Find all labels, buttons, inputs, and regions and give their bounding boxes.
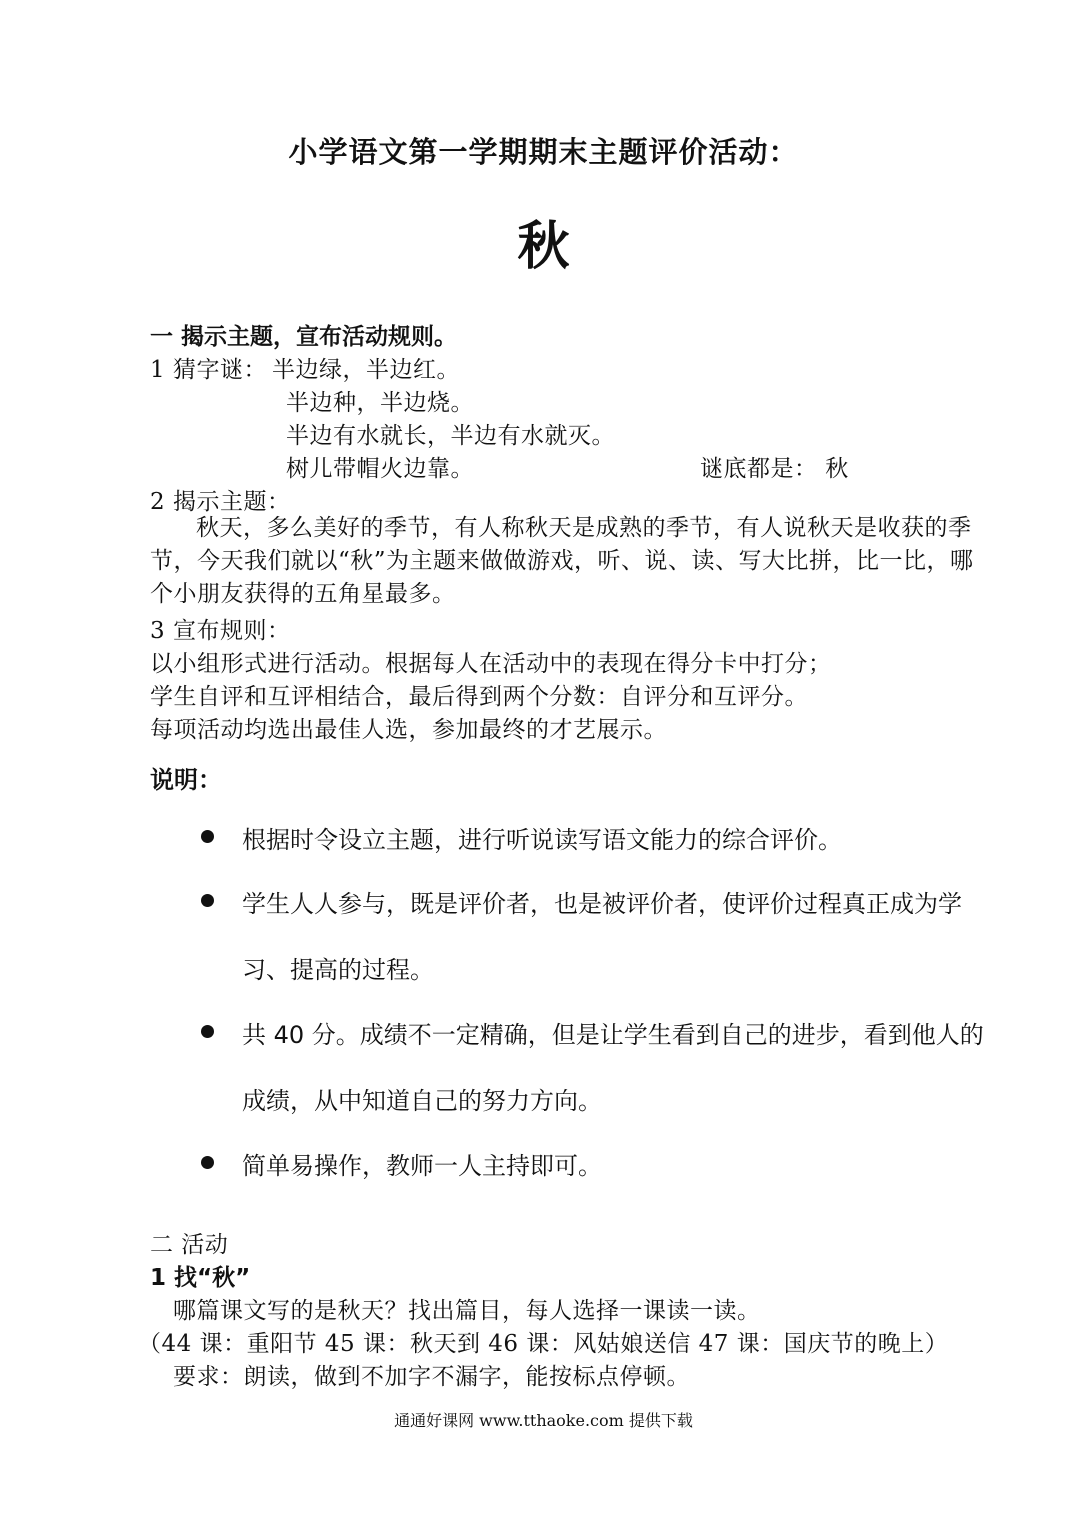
bullet-icon: [201, 1156, 214, 1169]
note-2-line-2: 习、提高的过程。: [242, 956, 434, 984]
riddle-answer: 谜底都是： 秋: [700, 456, 849, 482]
document-title: 小学语文第一学期期末主题评价活动：: [288, 135, 799, 169]
activity1-requirement: 要求：朗读，做到不加字不漏字，能按标点停顿。: [173, 1364, 690, 1390]
section2-heading: 二 活动: [150, 1232, 229, 1258]
riddle-label: 1 猜字谜：: [150, 357, 267, 383]
note-3-line-2: 成绩，从中知道自己的努力方向。: [242, 1087, 602, 1115]
note-3-line-1: 共 40 分。成绩不一定精确，但是让学生看到自己的进步，看到他人的: [242, 1021, 984, 1049]
riddle-line-4: 树儿带帽火边靠。: [286, 456, 474, 482]
bullet-icon: [201, 830, 214, 843]
section1-heading: 一 揭示主题，宣布活动规则。: [150, 324, 458, 350]
bullet-icon: [201, 1025, 214, 1038]
riddle-line-1: 半边绿，半边红。: [272, 357, 460, 383]
riddle-line-3: 半边有水就长，半边有水就灭。: [286, 423, 615, 449]
reveal-theme-paragraph: 秋天，多么美好的季节，有人称秋天是成熟的季节，有人说秋天是收获的季节，今天我们就以“秋”为主题来做做游戏，听、说、读、写大比拼，比一比，哪个小朋友获得的五角星最多。: [150, 515, 974, 607]
activity1-line-1: 哪篇课文写的是秋天？找出篇目，每人选择一课读一读。: [173, 1298, 761, 1324]
note-2-line-1: 学生人人参与，既是评价者，也是被评价者，使评价过程真正成为学: [242, 890, 962, 918]
bullet-icon: [201, 894, 214, 907]
note-1-line-1: 根据时令设立主题，进行听说读写语文能力的综合评价。: [242, 826, 842, 854]
reveal-theme-label: 2 揭示主题：: [150, 489, 291, 515]
rule-line-3: 每项活动均选出最佳人选，参加最终的才艺展示。: [150, 717, 667, 743]
rule-line-1: 以小组形式进行活动。根据每人在活动中的表现在得分卡中打分；: [150, 651, 832, 677]
activity1-heading: 1 找“秋”: [150, 1265, 251, 1291]
notes-heading: 说明：: [150, 766, 222, 794]
theme-character: 秋: [517, 216, 570, 277]
rules-label: 3 宣布规则：: [150, 618, 291, 644]
activity1-lesson-list: （44 课：重阳节 45 课：秋天到 46 课：风姑娘送信 47 课：国庆节的晚上）: [138, 1331, 949, 1357]
riddle-line-2: 半边种，半边烧。: [286, 390, 474, 416]
page-footer: 通通好课网 www.tthaoke.com 提供下载: [394, 1411, 693, 1430]
rule-line-2: 学生自评和互评相结合，最后得到两个分数：自评分和互评分。: [150, 684, 808, 710]
note-4-line-1: 简单易操作，教师一人主持即可。: [242, 1152, 602, 1180]
